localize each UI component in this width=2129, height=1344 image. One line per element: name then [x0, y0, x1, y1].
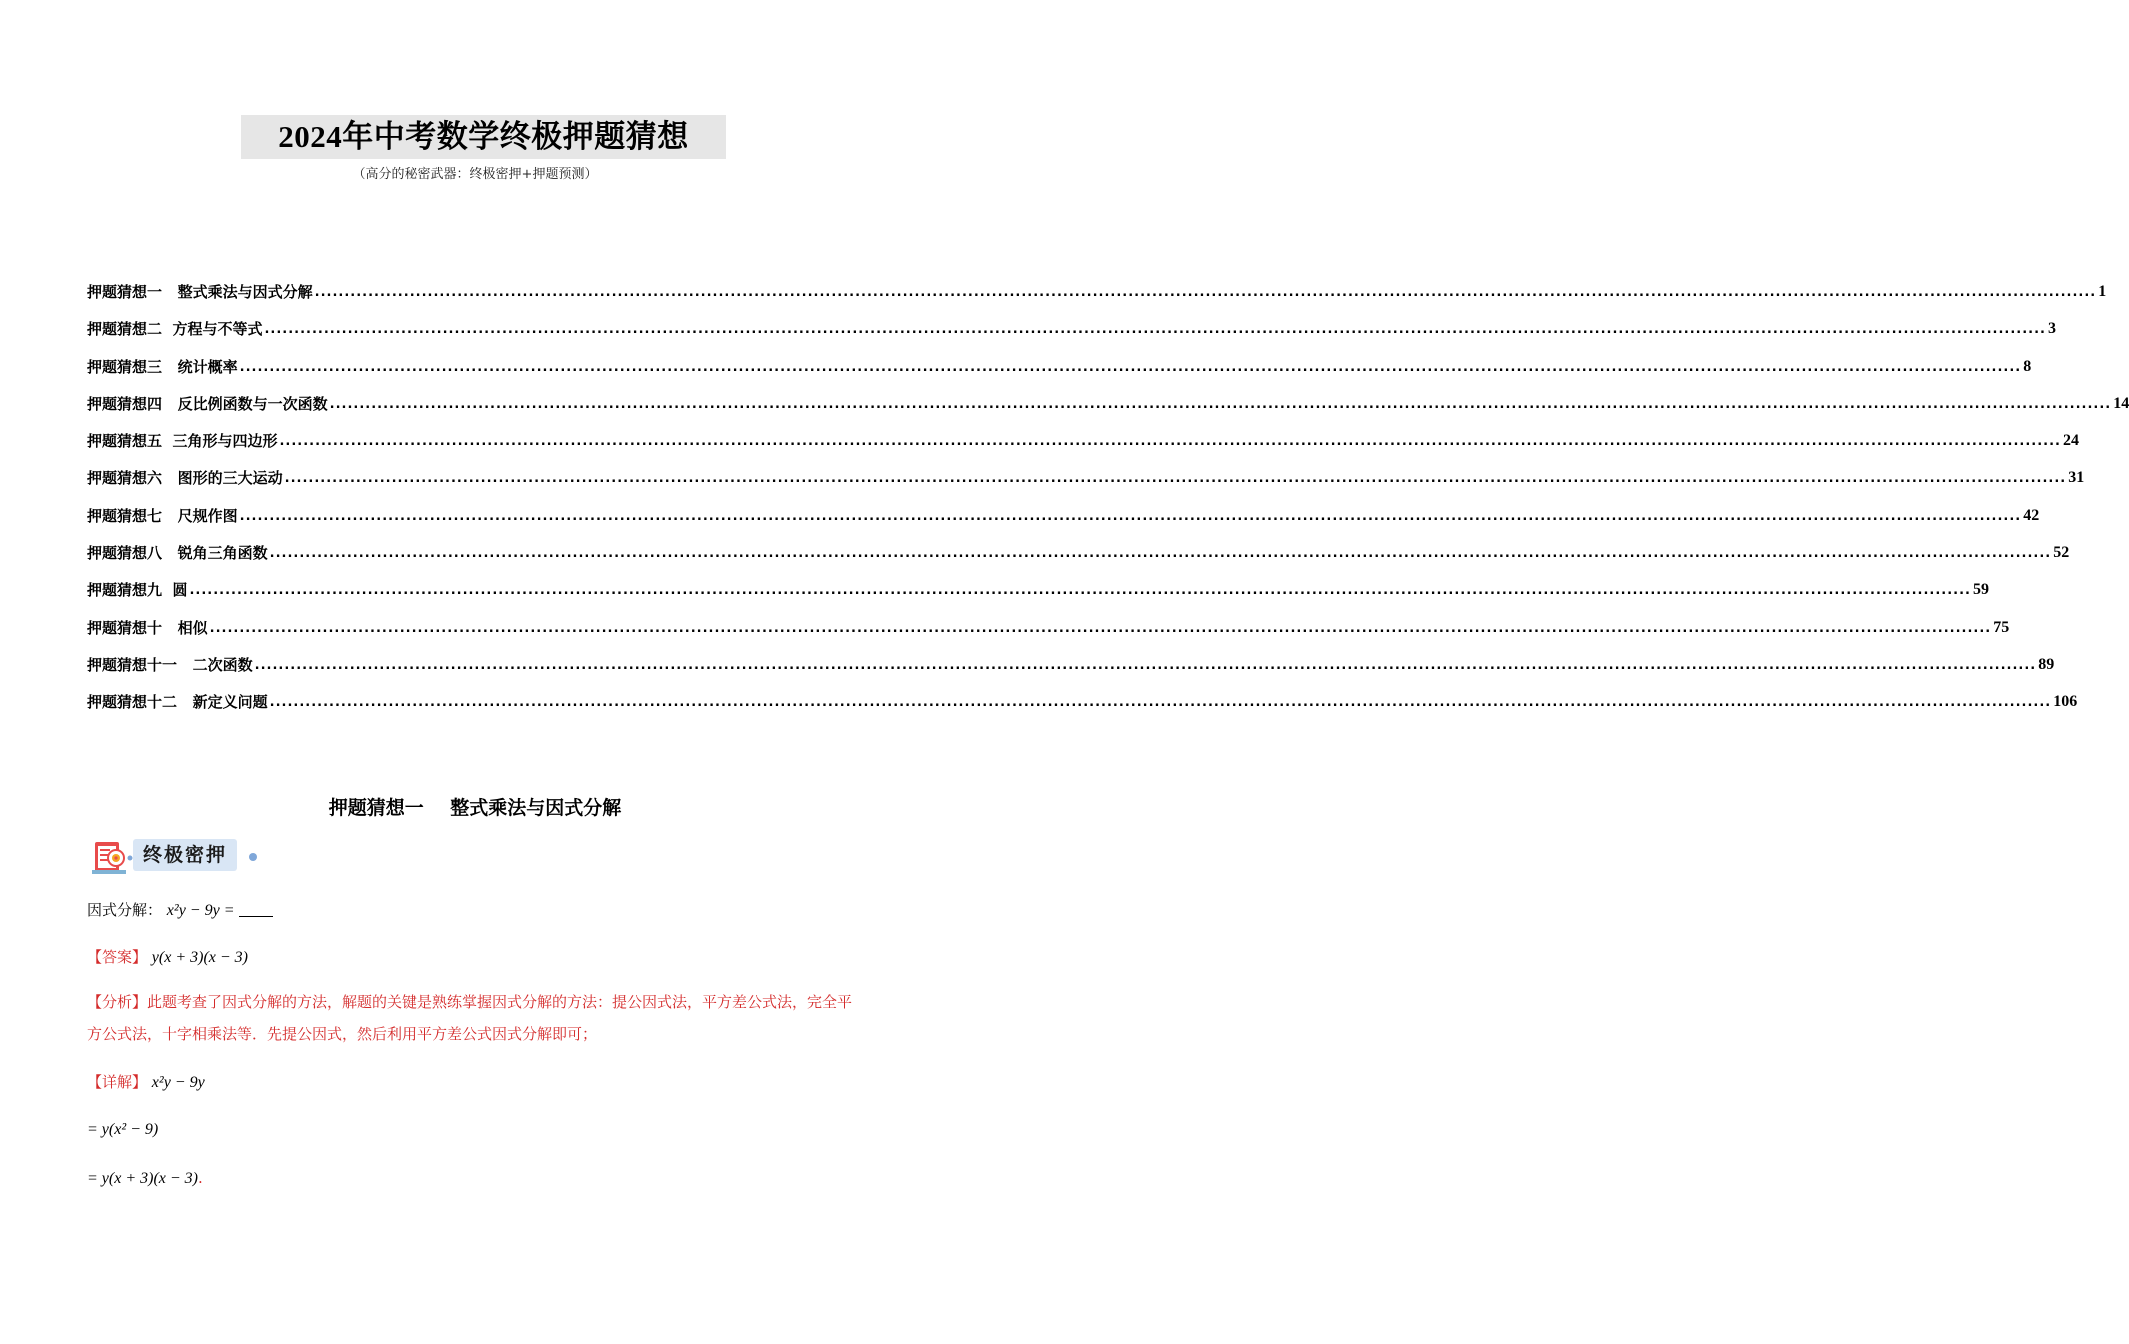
- toc-page-number: 75: [1993, 618, 2010, 636]
- toc-label: 押题猜想二 方程与不等式: [87, 320, 263, 339]
- toc-page-number: 42: [2023, 506, 2040, 524]
- toc-label: 押题猜想三 统计概率: [87, 357, 238, 376]
- page-title: 2024年中考数学终极押题猜想: [278, 119, 689, 154]
- answer-expression: y(x + 3)(x − 3): [151, 949, 249, 966]
- detail-line: [87, 1071, 205, 1092]
- toc-label: 押题猜想十 相似: [87, 618, 208, 637]
- section-badge: [92, 836, 262, 878]
- analysis-label: 【分析】: [87, 993, 148, 1011]
- detail-step: = y(x² − 9): [87, 1121, 159, 1138]
- end-mark: .: [198, 1169, 203, 1187]
- toc-label: 押题猜想一 整式乘法与因式分解: [87, 283, 313, 301]
- answer-blank: [239, 902, 273, 917]
- detail-label: 【详解】: [87, 1073, 148, 1091]
- toc-page-number: 24: [2063, 432, 2079, 450]
- toc-leader-dots: ............................................................................................................................................................................................................................................................................................................: [239, 508, 2022, 524]
- badge-dot: [248, 852, 258, 862]
- toc-entry[interactable]: [87, 505, 2040, 542]
- toc-entry[interactable]: [87, 467, 2085, 504]
- analysis-paragraph: [87, 986, 863, 1050]
- detail-line: [87, 1120, 158, 1139]
- toc-leader-dots: ............................................................................................................................................................................................................................................................................................................: [209, 620, 1992, 636]
- toc-label: 押题猜想四 反比例函数与一次函数: [87, 394, 328, 413]
- toc-label: 押题猜想十一 二次函数: [87, 655, 253, 674]
- toc-label: 押题猜想九 圆: [87, 581, 188, 600]
- toc-page-number: 52: [2053, 544, 2070, 562]
- toc-page-number: 8: [2023, 357, 2032, 375]
- page-subtitle: （高分的秘密武器：终极密押+押题预测）: [352, 167, 598, 182]
- detail-line: [87, 1169, 203, 1188]
- toc-entry[interactable]: [87, 654, 2055, 691]
- toc-label: 押题猜想十二 新定义问题: [87, 693, 268, 712]
- analysis-text: 此题考查了因式分解的方法，解题的关键是熟练掌握因式分解的方法：提公因式法，平方差公式法，完全平方公式法，十字相乘法等．先提公因式，然后利用平方差公式因式分解即可；: [87, 993, 853, 1043]
- detail-step: = y(x + 3)(x − 3): [87, 1170, 199, 1187]
- target-icon: [92, 836, 132, 876]
- toc-entry[interactable]: [87, 579, 1989, 616]
- toc-entry[interactable]: [87, 318, 2056, 355]
- toc-leader-dots: ............................................................................................................................................................................................................................................................................................................: [269, 695, 2052, 711]
- problem-line: [87, 899, 273, 920]
- toc-label: 押题猜想八 锐角三角函数: [87, 544, 268, 563]
- answer-line: [87, 946, 248, 967]
- section-title: 押题猜想一 整式乘法与因式分解: [328, 797, 622, 819]
- toc-entry[interactable]: [87, 356, 2032, 393]
- toc-entry[interactable]: [87, 430, 2079, 467]
- title-highlight: [241, 115, 726, 159]
- toc-leader-dots: ............................................................................................................................................................................................................................................................................................................: [314, 285, 2097, 300]
- toc-leader-dots: ............................................................................................................................................................................................................................................................................................................: [254, 657, 2037, 673]
- table-of-contents: [87, 281, 2129, 729]
- answer-label: 【答案】: [87, 948, 148, 966]
- toc-page-number: 31: [2068, 469, 2085, 487]
- toc-page-number: 14: [2113, 394, 2129, 412]
- toc-leader-dots: ............................................................................................................................................................................................................................................................................................................: [269, 546, 2052, 562]
- toc-leader-dots: ............................................................................................................................................................................................................................................................................................................: [189, 583, 1971, 599]
- toc-leader-dots: ............................................................................................................................................................................................................................................................................................................: [284, 471, 2067, 487]
- toc-leader-dots: ............................................................................................................................................................................................................................................................................................................: [239, 359, 2022, 375]
- toc-label: 押题猜想五 三角形与四边形: [87, 432, 278, 451]
- toc-label: 押题猜想六 图形的三大运动: [87, 469, 283, 488]
- detail-step: x²y − 9y: [151, 1074, 205, 1091]
- toc-entry[interactable]: [87, 281, 2107, 318]
- badge-label: 终极密押: [133, 839, 237, 871]
- toc-entry[interactable]: [87, 542, 2070, 579]
- toc-entry[interactable]: [87, 691, 2078, 728]
- toc-page-number: 59: [1973, 581, 1989, 599]
- problem-prefix: 因式分解：: [87, 901, 163, 919]
- problem-expression: x²y − 9y =: [166, 902, 235, 919]
- toc-leader-dots: ............................................................................................................................................................................................................................................................................................................: [329, 396, 2112, 412]
- toc-page-number: 3: [2048, 320, 2056, 338]
- toc-page-number: 89: [2038, 655, 2055, 673]
- toc-page-number: 106: [2053, 693, 2078, 711]
- toc-label: 押题猜想七 尺规作图: [87, 506, 238, 525]
- toc-entry[interactable]: [87, 393, 2129, 430]
- toc-page-number: 1: [2098, 283, 2107, 300]
- toc-leader-dots: ............................................................................................................................................................................................................................................................................................................: [279, 434, 2061, 450]
- toc-entry[interactable]: [87, 617, 2010, 654]
- toc-leader-dots: ............................................................................................................................................................................................................................................................................................................: [264, 322, 2046, 338]
